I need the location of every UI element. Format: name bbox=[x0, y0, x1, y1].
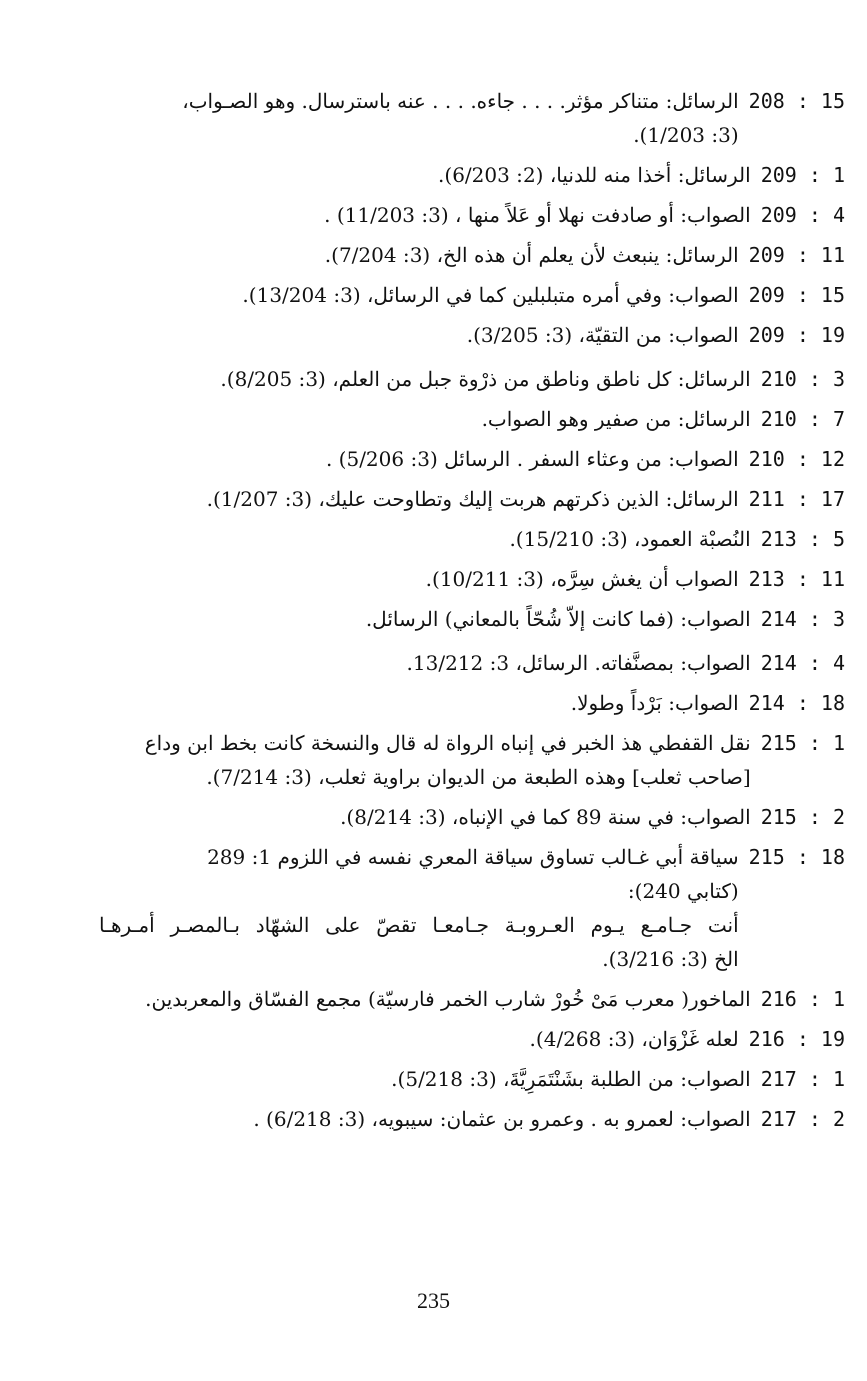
poem-verse bbox=[99, 908, 739, 976]
entry-line: الصواب: (فما كانت إلاّ شُحّاً بالمعاني) الرسائل. bbox=[365, 607, 751, 631]
entry-reference: 213 : 5 bbox=[760, 527, 845, 551]
entry-reference: 210 : 3 bbox=[760, 367, 845, 391]
entry-line: لعله غَزْوَان، (3: 4/268). bbox=[529, 1027, 739, 1051]
entry-reference: 210 : 7 bbox=[760, 407, 845, 431]
entry-text bbox=[99, 840, 739, 976]
entry-210-7 bbox=[99, 402, 845, 436]
entry-line: الرسائل: أخذا منه للدنيا، (2: 6/203). bbox=[438, 163, 751, 187]
entry-text bbox=[99, 646, 751, 680]
entry-209-19 bbox=[99, 318, 845, 352]
entry-217-2 bbox=[99, 1102, 845, 1136]
poem-line: الخ (3: 3/216). bbox=[602, 947, 739, 971]
entry-210-3 bbox=[99, 362, 845, 396]
entry-text bbox=[99, 482, 739, 516]
entry-reference: 214 : 18 bbox=[748, 691, 845, 715]
entry-text bbox=[99, 318, 739, 352]
entry-line: النُصبْة العمود، (3: 15/210). bbox=[509, 527, 751, 551]
page-number: 235 bbox=[417, 1288, 450, 1313]
entry-216-19 bbox=[99, 1022, 845, 1056]
entry-line: الصواب: بمصنَّفاته. الرسائل، 3: 13/212. bbox=[406, 651, 751, 675]
entry-line: الرسائل: كل ناطق وناطق من ذرْوة جبل من العلم، (3: 8/205). bbox=[220, 367, 751, 391]
entry-line: الصواب: من الطلبة بشَنْتَمَرِيَّةَ، (3: 5/218). bbox=[391, 1067, 751, 1091]
entry-line: (كتابي 240): bbox=[627, 879, 739, 903]
corrections-list bbox=[99, 84, 845, 1142]
entry-215-2 bbox=[99, 800, 845, 834]
entry-line: الرسائل: متناكر مؤثر. . . . جاءه. . . . عنه باسترسال. وهو الصـواب، bbox=[182, 89, 739, 113]
entry-reference: 214 : 4 bbox=[760, 651, 845, 675]
entry-213-11 bbox=[99, 562, 845, 596]
entry-reference: 209 : 11 bbox=[748, 243, 845, 267]
entry-215-18 bbox=[99, 840, 845, 976]
entry-209-1 bbox=[99, 158, 845, 192]
entry-line: الرسائل: الذين ذكرتهم هربت إليك وتطاوحت عليك، (3: 1/207). bbox=[206, 487, 739, 511]
entry-text bbox=[99, 1022, 739, 1056]
entry-reference: 209 : 15 bbox=[748, 283, 845, 307]
entry-line: الصواب: من وعثاء السفر . الرسائل (3: 5/206) . bbox=[325, 447, 739, 471]
entry-text bbox=[99, 402, 751, 436]
entry-text bbox=[99, 1062, 751, 1096]
entry-214-18 bbox=[99, 686, 845, 720]
entry-text bbox=[99, 238, 739, 272]
entry-text bbox=[99, 982, 751, 1016]
entry-text bbox=[99, 800, 751, 834]
entry-line: الصواب: في سنة 89 كما في الإنباه، (3: 8/214). bbox=[340, 805, 751, 829]
entry-215-1 bbox=[99, 726, 845, 794]
entry-text bbox=[99, 726, 751, 794]
entry-line: الصواب: أو صادفت نهلا أو عَلاً منها ، (3: 11/203) . bbox=[324, 203, 751, 227]
entry-209-11 bbox=[99, 238, 845, 272]
entry-reference: 215 : 18 bbox=[748, 845, 845, 869]
entry-reference: 217 : 2 bbox=[760, 1107, 845, 1131]
entry-reference: 210 : 12 bbox=[748, 447, 845, 471]
entry-text bbox=[99, 362, 751, 396]
entry-209-15 bbox=[99, 278, 845, 312]
entry-text bbox=[99, 522, 751, 556]
entry-text bbox=[99, 442, 739, 476]
entry-209-4 bbox=[99, 198, 845, 232]
entry-text bbox=[99, 84, 739, 152]
entry-reference: 214 : 3 bbox=[760, 607, 845, 631]
entry-text bbox=[99, 562, 739, 596]
entry-line: [صاحب ثعلب] وهذه الطبعة من الديوان براوية ثعلب، (3: 7/214). bbox=[206, 765, 751, 789]
entry-211-17 bbox=[99, 482, 845, 516]
entry-line: الصواب: بَرْداً وطولا. bbox=[570, 691, 739, 715]
entry-text bbox=[99, 686, 739, 720]
entry-210-12 bbox=[99, 442, 845, 476]
entry-reference: 213 : 11 bbox=[748, 567, 845, 591]
entry-line: الصواب: لعمرو به . وعمرو بن عثمان: سيبويه، (3: 6/218) . bbox=[253, 1107, 751, 1131]
entry-line: الصواب: وفي أمره متبلبلين كما في الرسائل، (3: 13/204). bbox=[242, 283, 739, 307]
entry-reference: 211 : 17 bbox=[748, 487, 845, 511]
entry-text bbox=[99, 198, 751, 232]
entry-reference: 208 : 15 bbox=[748, 89, 845, 113]
entry-text bbox=[99, 602, 751, 636]
entry-text bbox=[99, 158, 751, 192]
entry-reference: 217 : 1 bbox=[760, 1067, 845, 1091]
entry-text bbox=[99, 278, 739, 312]
entry-reference: 215 : 2 bbox=[760, 805, 845, 829]
entry-214-3 bbox=[99, 602, 845, 636]
entry-line: الرسائل: ينبعث لأن يعلم أن هذه الخ، (3: 7/204). bbox=[324, 243, 739, 267]
entry-reference: 209 : 1 bbox=[760, 163, 845, 187]
entry-216-1 bbox=[99, 982, 845, 1016]
entry-reference: 209 : 4 bbox=[760, 203, 845, 227]
entry-214-4 bbox=[99, 646, 845, 680]
entry-line: الماخور( معرب مَىْ خُورْ شارب الخمر فارسيّة) مجمع الفسّاق والمعربدين. bbox=[145, 987, 751, 1011]
entry-text bbox=[99, 1102, 751, 1136]
entry-reference: 216 : 19 bbox=[748, 1027, 845, 1051]
entry-213-5 bbox=[99, 522, 845, 556]
entry-line: الصواب: من التقيّة، (3: 3/205). bbox=[466, 323, 739, 347]
entry-line: الرسائل: من صفير وهو الصواب. bbox=[481, 407, 751, 431]
entry-reference: 209 : 19 bbox=[748, 323, 845, 347]
entry-line: نقل القفطي هذ الخبر في إنباه الرواة له قال والنسخة كانت بخط ابن وداع bbox=[144, 731, 751, 755]
entry-208-15 bbox=[99, 84, 845, 152]
entry-217-1 bbox=[99, 1062, 845, 1096]
entry-reference: 216 : 1 bbox=[760, 987, 845, 1011]
entry-reference: 215 : 1 bbox=[760, 731, 845, 755]
poem-line: أنت جـامـع يـوم العـروبـة جـامعـا تقصّ على الشهّاد بـالمصـر أمـرهـا bbox=[99, 913, 739, 937]
entry-line: الصواب أن يغش سِرَّه، (3: 10/211). bbox=[425, 567, 739, 591]
entry-line: (3: 1/203). bbox=[633, 123, 739, 147]
entry-line: سياقة أبي غـالب تساوق سياقة المعري نفسه في اللزوم 1: 289 bbox=[207, 845, 739, 869]
